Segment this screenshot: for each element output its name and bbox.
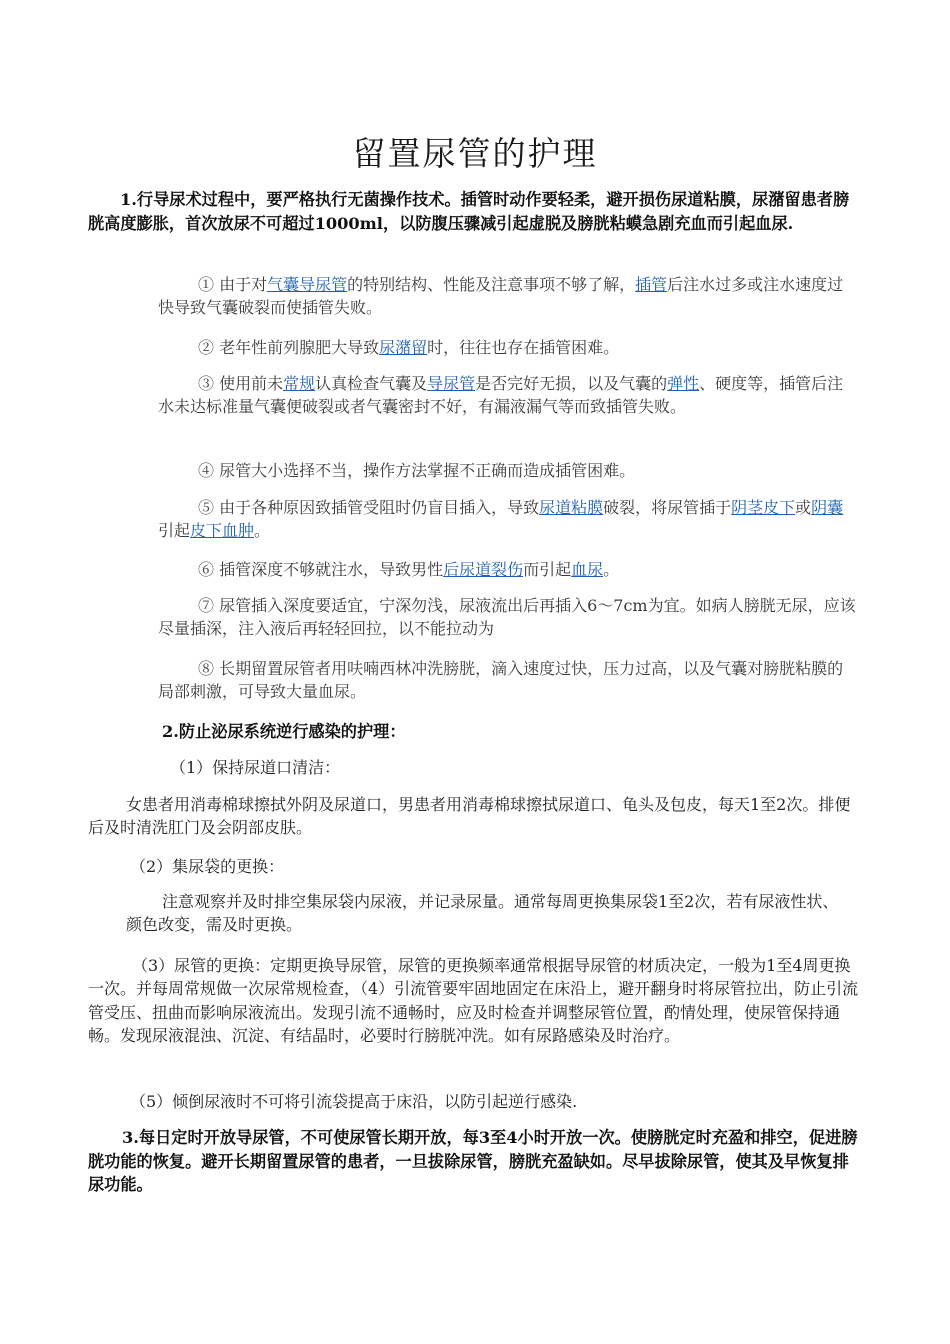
term-link[interactable]: 尿道粘膜 — [539, 498, 604, 517]
section-2-heading: 2.防止泌尿系统逆行感染的护理： — [162, 722, 406, 741]
term-link[interactable]: 导尿管 — [427, 374, 476, 393]
list-item-3 — [158, 372, 858, 418]
page-title: 留置尿管的护理 — [352, 134, 598, 173]
list-item-1 — [158, 273, 858, 319]
section-1-paragraph: 1.行导尿术过程中，要严格执行无菌操作技术。插管时动作要轻柔，避开损伤尿道粘膜，尿潴留患者膀胱高度膨胀，首次放尿不可超过1000ml，以防腹压骤减引起虚脱及膀胱粘蟆急剧充血而引起血尿. — [88, 190, 850, 233]
term-link[interactable]: 阴茎皮下 — [731, 498, 796, 517]
item-text: ④ 尿管大小选择不当，操作方法掌握不正确而造成插管困难。 — [198, 461, 636, 480]
item-text: ⑤ 由于各种原因致插管受阻时仍盲目插入，导致 — [198, 498, 540, 517]
list-item-8 — [158, 657, 858, 703]
section-3-paragraph: 3.每日定时开放导尿管，不可使尿管长期开放，每3至4小时开放一次。使膀胱定时充盈和排空，促进膀胱功能的恢复。避开长期留置尿管的患者，一旦拔除尿管，膀胱充盈缺如。尽早拔除尿管，使其及早恢复排尿功能。 — [88, 1128, 858, 1194]
term-link[interactable]: 阴囊 — [811, 498, 844, 517]
item-text: 后注水过多或注水速度过快导致气囊破裂而使插管失败。 — [158, 275, 844, 317]
item-text: 是否完好无损，以及气囊的 — [475, 374, 668, 393]
item-text: ⑧ 长期留置尿管者用呋喃西林冲洗膀胱，滴入速度过快，压力过高，以及气囊对膀胱粘膜的局部刺激，可导致大量血尿。 — [158, 659, 844, 701]
item-text: 。 — [254, 521, 271, 540]
item-text: ⑦ 尿管插入深度要适宜，宁深勿浅，尿液流出后再插入6～7cm为宜。如病人膀胱无尿，应该尽量插深，注入液后再轻轻回拉，以不能拉动为 — [158, 596, 856, 638]
item-text: ③ 使用前未 — [198, 374, 284, 393]
item-text: ⑥ 插管深度不够就注水，导致男性 — [198, 560, 444, 579]
item-text: 认真检查气囊及 — [315, 374, 428, 393]
item-text: 而引起 — [523, 560, 572, 579]
subsection-2-body: 注意观察并及时排空集尿袋内尿液，并记录尿量。通常每周更换集尿袋1至2次，若有尿液性状、颜色改变，需及时更换。 — [126, 892, 839, 935]
item-text: ② 老年性前列腺肥大导致 — [198, 338, 380, 357]
item-text: 或 — [795, 498, 812, 517]
list-item-2 — [158, 336, 858, 359]
item-text: 的特别结构、性能及注意事项不够了解， — [347, 275, 636, 294]
subsection-3-4-body: （3）尿管的更换：定期更换导尿管，尿管的更换频率通常根据导尿管的材质决定，一般为1至4周更换一次。并每周常规做一次尿常规检查，（4）引流管要牢固地固定在床沿上，避开翻身时将尿管拉出，防止引流管受压、扭曲而影响尿液流出。发现引流不通畅时，应及时检查并调整尿管位置，酌情处理，使尿管保持通畅。发现尿液混浊、沉淀、有结晶时，必要时行膀胱冲洗。如有尿路感染及时治疗。 — [88, 956, 859, 1046]
subsection-2-heading: （2）集尿袋的更换： — [130, 857, 285, 876]
term-link[interactable]: 后尿道裂伤 — [443, 560, 524, 579]
item-text: 时，往往也存在插管困难。 — [427, 338, 620, 357]
subsection-5-body: （5）倾倒尿液时不可将引流袋提高于床沿，以防引起逆行感染. — [130, 1092, 578, 1111]
item-text: ① 由于对 — [198, 275, 268, 294]
item-text: 破裂，将尿管插于 — [603, 498, 732, 517]
term-link[interactable]: 尿潴留 — [379, 338, 428, 357]
list-item-7 — [158, 594, 858, 640]
term-link[interactable]: 血尿 — [571, 560, 604, 579]
item-text: 引起 — [158, 521, 191, 540]
list-item-5 — [158, 496, 858, 542]
list-item-6 — [158, 558, 858, 581]
list-item-4 — [158, 459, 858, 482]
item-text: 。 — [603, 560, 620, 579]
term-link[interactable]: 气囊导尿管 — [267, 275, 348, 294]
item-text: 、硬度等，插管后注水未达标准量气囊便破裂或者气囊密封不好，有漏液漏气等而致插管失败。 — [158, 374, 844, 416]
term-link[interactable]: 插管 — [635, 275, 668, 294]
term-link[interactable]: 常规 — [283, 374, 316, 393]
subsection-1-body: 女患者用消毒棉球擦拭外阴及尿道口，男患者用消毒棉球擦拭尿道口、龟头及包皮，每天1至2次。排便后及时清洗肛门及会阴部皮肤。 — [88, 795, 851, 838]
term-link[interactable]: 弹性 — [667, 374, 700, 393]
subsection-1-heading: （1）保持尿道口清洁： — [170, 758, 341, 777]
term-link[interactable]: 皮下血肿 — [190, 521, 255, 540]
